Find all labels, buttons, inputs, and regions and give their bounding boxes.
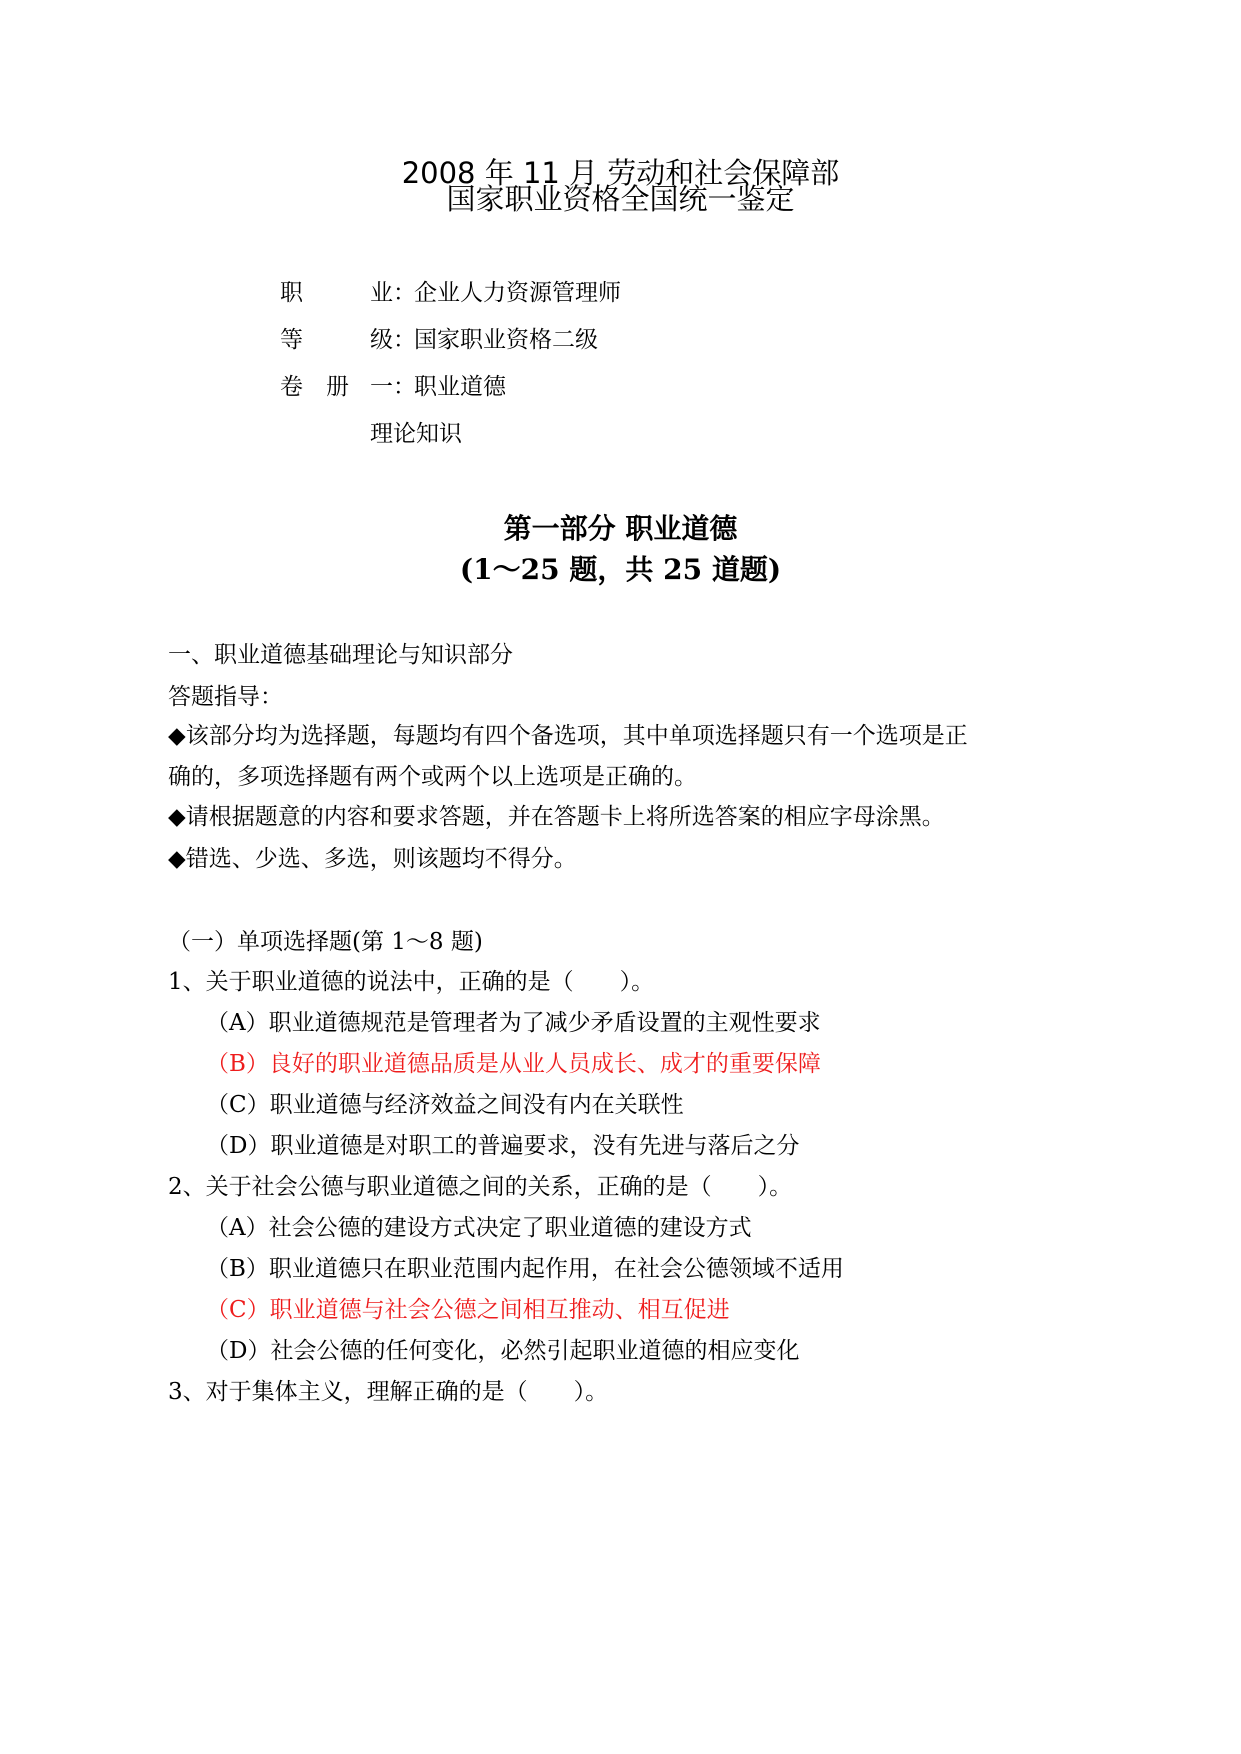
- volume-label-suffix: 一：: [370, 374, 416, 400]
- level-value: 国家职业资格二级: [414, 327, 598, 353]
- volume-value-2: 理论知识: [370, 421, 462, 447]
- header-line-1: 2008 年 11 月 劳动和社会保障部: [401, 156, 840, 190]
- question-2-stem: 2、关于社会公德与职业道德之间的关系，正确的是（ ）。: [168, 1174, 793, 1200]
- question-1-option-c: （C）职业道德与经济效益之间没有内在关联性: [206, 1092, 684, 1118]
- guide-label: 答题指导：: [168, 684, 283, 710]
- volume-value: 职业道德: [414, 374, 506, 400]
- question-1-option-d: （D）职业道德是对职工的普遍要求，没有先进与落后之分: [206, 1133, 800, 1159]
- guide-bullet-1-line-2: 确的，多项选择题有两个或两个以上选项是正确的。: [168, 764, 697, 790]
- level-label-suffix: 级：: [370, 327, 416, 353]
- occupation-value: 企业人力资源管理师: [414, 280, 621, 306]
- question-1-option-a: （A）职业道德规范是管理者为了减少矛盾设置的主观性要求: [206, 1010, 821, 1036]
- question-2-option-d: （D）社会公德的任何变化，必然引起职业道德的相应变化: [206, 1338, 800, 1364]
- question-2-option-b: （B）职业道德只在职业范围内起作用，在社会公德领域不适用: [206, 1256, 844, 1282]
- question-1-option-b-answer: （B）良好的职业道德品质是从业人员成长、成才的重要保障: [206, 1051, 821, 1077]
- level-label: 等: [280, 327, 303, 353]
- guide-bullet-2: ◆请根据题意的内容和要求答题，并在答题卡上将所选答案的相应字母涂黑。: [168, 804, 945, 830]
- part-heading: 一、职业道德基础理论与知识部分: [168, 642, 513, 668]
- occupation-label: 职: [280, 280, 303, 306]
- question-1-stem: 1、关于职业道德的说法中，正确的是（ ）。: [168, 969, 655, 995]
- occupation-label-suffix: 业：: [370, 280, 416, 306]
- question-2-option-a: （A）社会公德的建设方式决定了职业道德的建设方式: [206, 1215, 752, 1241]
- section-title: 第一部分 职业道德: [503, 512, 738, 545]
- single-choice-heading: （一）单项选择题(第 1～8 题): [168, 929, 483, 955]
- question-2-option-c-answer: （C）职业道德与社会公德之间相互推动、相互促进: [206, 1297, 730, 1323]
- header-line-2: 国家职业资格全国统一鉴定: [446, 182, 795, 216]
- section-subtitle: (1～25 题，共 25 道题): [459, 553, 782, 586]
- volume-label: 卷 册: [280, 374, 349, 400]
- question-3-stem: 3、对于集体主义，理解正确的是（ ）。: [168, 1379, 609, 1405]
- guide-bullet-3: ◆错选、少选、多选，则该题均不得分。: [168, 846, 577, 872]
- guide-bullet-1-line-1: ◆该部分均为选择题，每题均有四个备选项，其中单项选择题只有一个选项是正: [168, 723, 968, 749]
